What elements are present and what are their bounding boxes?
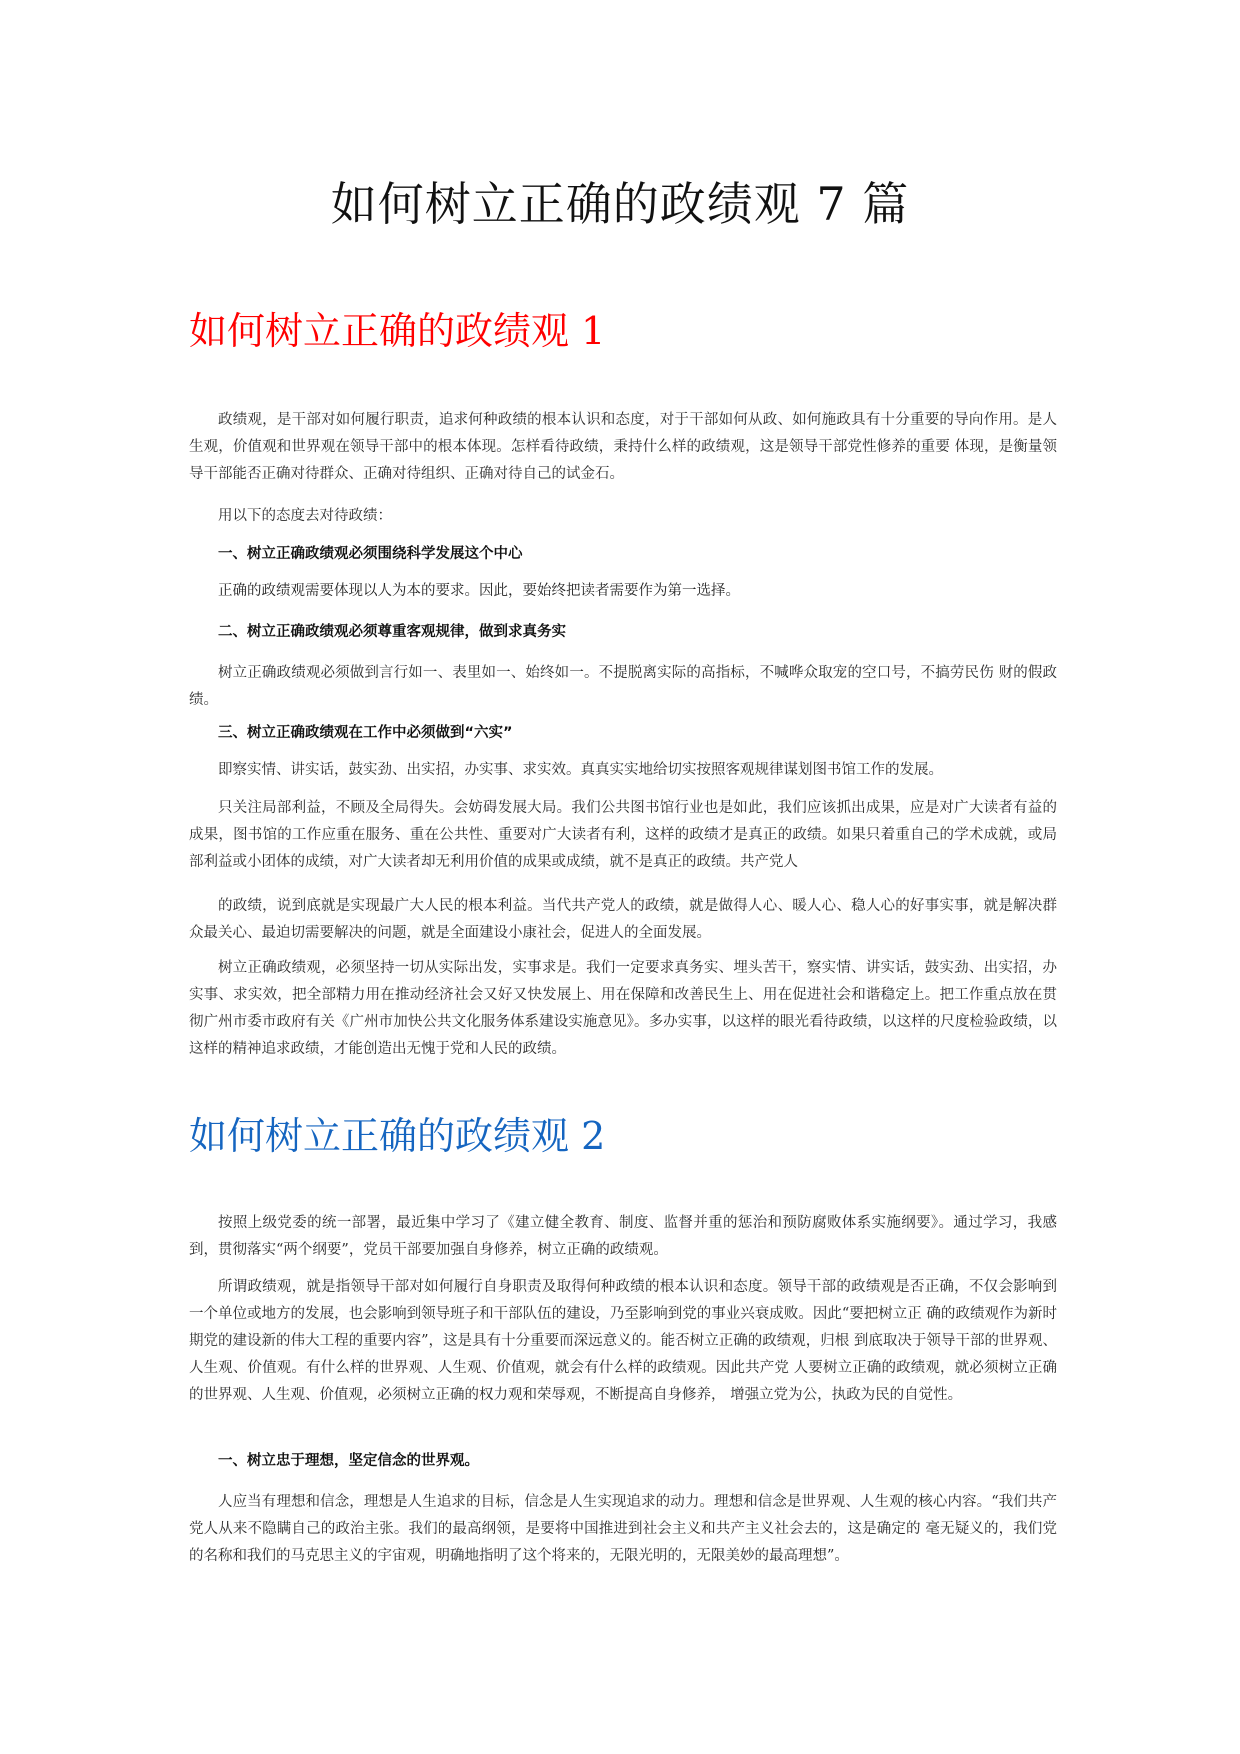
section-2-subheading-1: 一、树立忠于理想，坚定信念的世界观。 <box>218 1453 479 1469</box>
section-1-paragraph-7: 的政绩，说到底就是实现最广大人民的根本利益。当代共产党人的政绩，就是做得人心、暖人心、稳人心的好事实事，就是解决群众最关心、最迫切需要解决的问题，就是全面建设小康社会，促进人的全面发展。 <box>189 898 1057 941</box>
section-1-paragraph-6: 只关注局部利益，不顾及全局得失。会妨碍发展大局。我们公共图书馆行业也是如此，我们应该抓出成果，应是对广大读者有益的成果，图书馆的工作应重在服务、重在公共性、重要对广大读者有利，这样的政绩才是真正的政绩。如果只着重自己的学术成就，或局部利益或小团体的成绩，对广大读者却无利用价值的成果或成绩，就不是真正的政绩。共产党人 <box>189 800 1057 870</box>
document-title: 如何树立正确的政绩观 7 篇 <box>330 177 910 231</box>
section-1-paragraph-3: 正确的政绩观需要体现以人为本的要求。因此，要始终把读者需要作为第一选择。 <box>218 583 740 599</box>
section-1-paragraph-8: 树立正确政绩观，必须坚持一切从实际出发，实事求是。我们一定要求真务实、埋头苦干，察实情、讲实话，鼓实劲、出实招，办实事、求实效，把全部精力用在推动经济社会又好又快发展上、用在保障和改善民生上、用在促进社会和谐稳定上。把工作重点放在贯彻广州市委市政府有关《广州市加快公共文化服务体系建设实施意见》。多办实事，以这样的眼光看待政绩，以这样的尺度检验政绩，以这样的精神追求政绩，才能创造出无愧于党和人民的政绩。 <box>189 960 1057 1057</box>
section-1-paragraph-1: 政绩观，是干部对如何履行职责，追求何种政绩的根本认识和态度，对于干部如何从政、如何施政具有十分重要的导向作用。是人生观，价值观和世界观在领导干部中的根本体现。怎样看待政绩，秉持什么样的政绩观，这是领导干部党性修养的重要 体现，是衡量领导干部能否正确对待群众、正确对待组织、正确对待自己的试金石。 <box>189 412 1057 482</box>
section-1-paragraph-2: 用以下的态度去对待政绩： <box>218 508 392 524</box>
section-1-heading: 如何树立正确的政绩观 1 <box>189 309 606 353</box>
section-2-paragraph-3: 人应当有理想和信念，理想是人生追求的目标，信念是人生实现追求的动力。理想和信念是世界观、人生观的核心内容。“我们共产党人从来不隐瞒自己的政治主张。我们的最高纲领，是要将中国推进到社会主义和共产主义社会去的，这是确定的 毫无疑义的，我们党的名称和我们的马克思主义的宇宙观，明确地指明了这个将来的，无限光明的，无限美妙的最高理想”。 <box>189 1494 1057 1564</box>
section-1-subheading-2: 二、树立正确政绩观必须尊重客观规律，做到求真务实 <box>218 624 566 640</box>
section-1-paragraph-5: 即察实情、讲实话，鼓实劲、出实招，办实事、求实效。真真实实地给切实按照客观规律谋划图书馆工作的发展。 <box>218 762 943 778</box>
section-1-subheading-1: 一、树立正确政绩观必须围绕科学发展这个中心 <box>218 546 523 562</box>
section-1-paragraph-4: 树立正确政绩观必须做到言行如一、表里如一、始终如一。不提脱离实际的高指标，不喊哗众取宠的空口号，不搞劳民伤 财的假政绩。 <box>189 665 1057 708</box>
section-1-subheading-3: 三、树立正确政绩观在工作中必须做到“六实” <box>218 725 513 741</box>
section-2-paragraph-2: 所谓政绩观，就是指领导干部对如何履行自身职责及取得何种政绩的根本认识和态度。领导干部的政绩观是否正确，不仅会影响到一个单位或地方的发展，也会影响到领导班子和干部队伍的建设，乃至影响到党的事业兴衰成败。因此“要把树立正 确的政绩观作为新时期党的建设新的伟大工程的重要内容”，这是具有十分重要而深远意义的。能否树立正确的政绩观，归根 到底取决于领导干部的世界观、人生观、价值观。有什么样的世界观、人生观、价值观，就会有什么样的政绩观。因此共产党 人要树立正确的政绩观，就必须树立正确的世界观、人生观、价值观，必须树立正确的权力观和荣辱观，不断提高自身修养， 增强立党为公，执政为民的自觉性。 <box>189 1279 1057 1403</box>
section-2-heading: 如何树立正确的政绩观 2 <box>189 1114 606 1158</box>
section-2-paragraph-1: 按照上级党委的统一部署，最近集中学习了《建立健全教育、制度、监督并重的惩治和预防腐败体系实施纲要》。通过学习，我感到，贯彻落实“两个纲要”，党员干部要加强自身修养，树立正确的政绩观。 <box>189 1215 1057 1258</box>
